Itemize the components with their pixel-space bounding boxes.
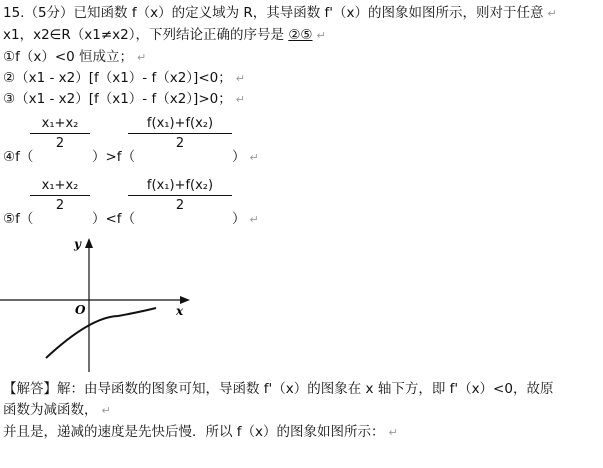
x-axis-arrow bbox=[180, 296, 190, 304]
solution-line-1 bbox=[3, 380, 553, 398]
fraction-denominator: 2 bbox=[55, 136, 65, 151]
solution-text: 函数为减函数， bbox=[3, 402, 98, 418]
solution-tag: 【解答】 bbox=[3, 381, 57, 397]
option-close: ） ↵ bbox=[232, 211, 259, 227]
return-mark: ↵ bbox=[235, 72, 245, 85]
return-mark: ↵ bbox=[388, 426, 398, 439]
option-2 bbox=[3, 69, 245, 88]
fraction-numerator: x₁+x₂ bbox=[41, 178, 79, 193]
return-mark: ↵ bbox=[249, 151, 259, 164]
option-3 bbox=[3, 90, 245, 109]
derivative-curve bbox=[46, 308, 156, 358]
problem-line-2 bbox=[3, 26, 326, 45]
option-text: ①f（x）<0 恒成立； bbox=[3, 49, 134, 65]
problem-text: 15.（5分）已知函数 f（x）的定义域为 R，其导函数 f'（x）的图象如图所示，则对于任意 bbox=[3, 5, 544, 21]
option-text: ③（x1 - x2）[f（x1）- f（x2）]>0； bbox=[3, 91, 232, 107]
option-text: ②（x1 - x2）[f（x1）- f（x2）]<0； bbox=[3, 70, 232, 86]
solution-text: 并且是，递减的速度是先快后慢．所以 f（x）的图象如图所示： bbox=[3, 424, 385, 440]
fraction-denominator: 2 bbox=[55, 198, 65, 213]
fraction-right bbox=[128, 116, 232, 151]
fraction-numerator: f(x₁)+f(x₂) bbox=[146, 116, 214, 131]
y-axis-label: y bbox=[74, 237, 81, 251]
return-mark: ↵ bbox=[547, 7, 557, 20]
option-operator: ）<f（ bbox=[92, 211, 136, 227]
option-label: ④f（ bbox=[3, 149, 34, 165]
derivative-graph bbox=[0, 232, 200, 377]
fraction-left bbox=[30, 178, 90, 213]
solution-text: 解：由导函数的图象可知，导函数 f'（x）的图象在 x 轴下方，即 f'（x）<0，故原 bbox=[57, 381, 554, 397]
problem-line-1 bbox=[3, 4, 557, 23]
return-mark: ↵ bbox=[316, 29, 326, 42]
solution-line-2 bbox=[3, 401, 111, 420]
fraction-right bbox=[128, 178, 232, 213]
fraction-denominator: 2 bbox=[175, 198, 185, 213]
fraction-numerator: f(x₁)+f(x₂) bbox=[146, 178, 214, 193]
return-mark: ↵ bbox=[249, 213, 259, 226]
solution-line-3 bbox=[3, 423, 398, 442]
fraction-numerator: x₁+x₂ bbox=[41, 116, 79, 131]
return-mark: ↵ bbox=[137, 51, 147, 64]
fraction-denominator: 2 bbox=[175, 136, 185, 151]
return-mark: ↵ bbox=[235, 93, 245, 106]
option-operator: ）>f（ bbox=[92, 149, 136, 165]
fraction-left bbox=[30, 116, 90, 151]
origin-label: O bbox=[75, 303, 86, 317]
y-axis-arrow bbox=[85, 238, 93, 248]
x-axis-label: x bbox=[176, 304, 184, 318]
problem-text: x1，x2∈R（x1≠x2），下列结论正确的序号是 bbox=[3, 27, 285, 43]
option-close: ） ↵ bbox=[232, 149, 259, 165]
option-label: ⑤f（ bbox=[3, 211, 34, 227]
answer-blank: ②⑤ bbox=[288, 27, 313, 43]
return-mark: ↵ bbox=[101, 404, 111, 417]
option-1 bbox=[3, 48, 146, 67]
